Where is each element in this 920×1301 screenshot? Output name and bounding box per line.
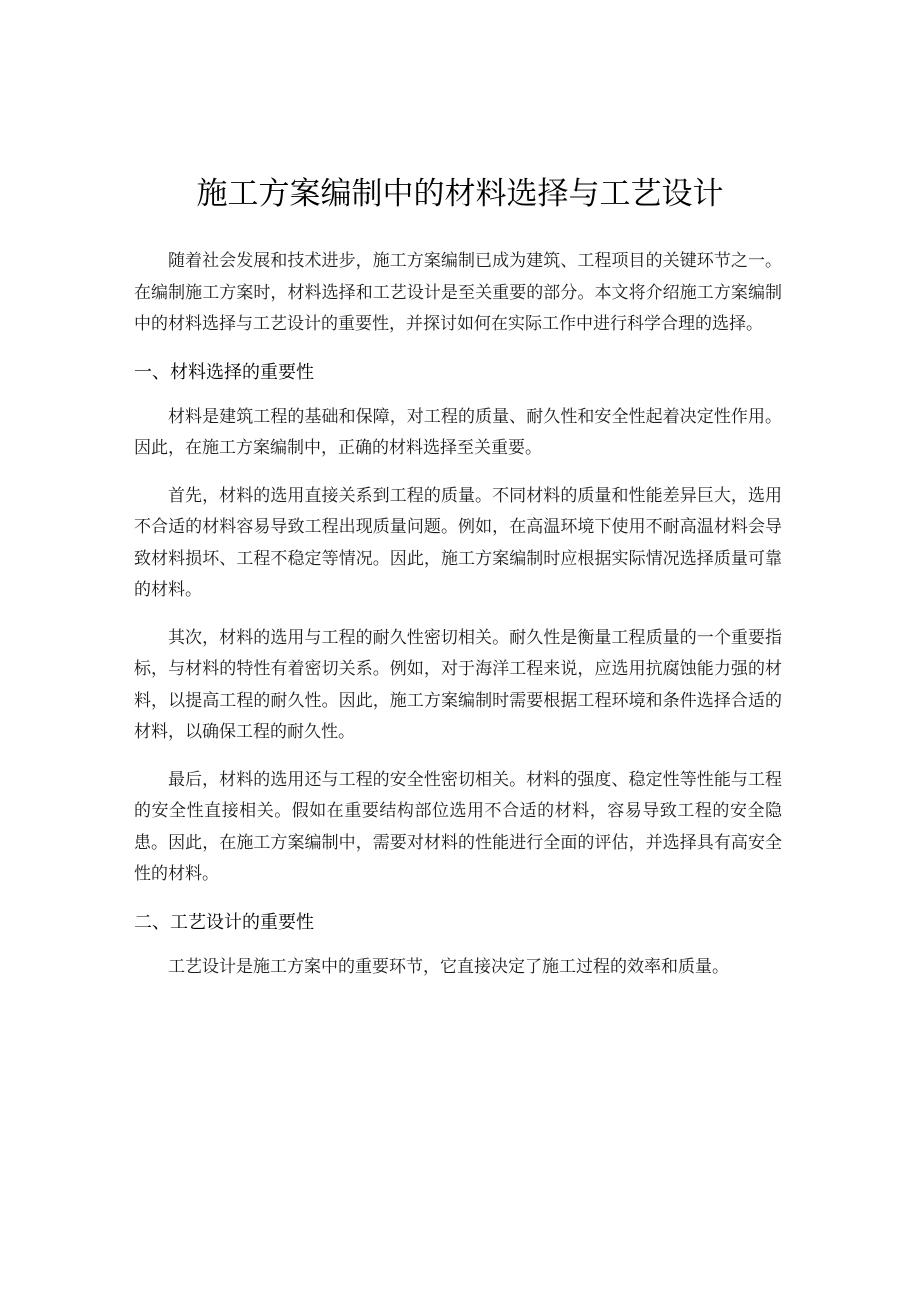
section-heading-material-selection: 一、材料选择的重要性: [134, 361, 314, 383]
material-paragraph-safety: 最后，材料的选用还与工程的安全性密切相关。材料的强度、稳定性等性能与工程的安全性直接相关。假如在重要结构部位选用不合适的材料，容易导致工程的安全隐患。因此，在施工方案编制中，需要对材料的性能进行全面的评估，并选择具有高安全性的材料。: [134, 769, 782, 884]
material-paragraph-durability: 其次，材料的选用与工程的耐久性密切相关。耐久性是衡量工程质量的一个重要指标，与材料的特性有着密切关系。例如，对于海洋工程来说，应选用抗腐蚀能力强的材料，以提高工程的耐久性。因此，施工方案编制时需要根据工程环境和条件选择合适的材料，以确保工程的耐久性。: [134, 627, 782, 742]
material-paragraph-quality: 首先，材料的选用直接关系到工程的质量。不同材料的质量和性能差异巨大，选用不合适的材料容易导致工程出现质量问题。例如，在高温环境下使用不耐高温材料会导致材料损坏、工程不稳定等情况。因此，施工方案编制时应根据实际情况选择质量可靠的材料。: [134, 485, 782, 600]
document-body: [134, 246, 782, 999]
process-paragraph-overview: 工艺设计是施工方案中的重要环节，它直接决定了施工过程的效率和质量。: [168, 956, 729, 977]
document-title: 施工方案编制中的材料选择与工艺设计: [196, 176, 724, 212]
intro-paragraph: 随着社会发展和技术进步，施工方案编制已成为建筑、工程项目的关键环节之一。在编制施工方案时，材料选择和工艺设计是至关重要的部分。本文将介绍施工方案编制中的材料选择与工艺设计的重要性，并探讨如何在实际工作中进行科学合理的选择。: [134, 251, 782, 334]
material-paragraph-overview: 材料是建筑工程的基础和保障，对工程的质量、耐久性和安全性起着决定性作用。因此，在施工方案编制中，正确的材料选择至关重要。: [134, 406, 782, 458]
section-heading-process-design: 二、工艺设计的重要性: [134, 911, 314, 933]
